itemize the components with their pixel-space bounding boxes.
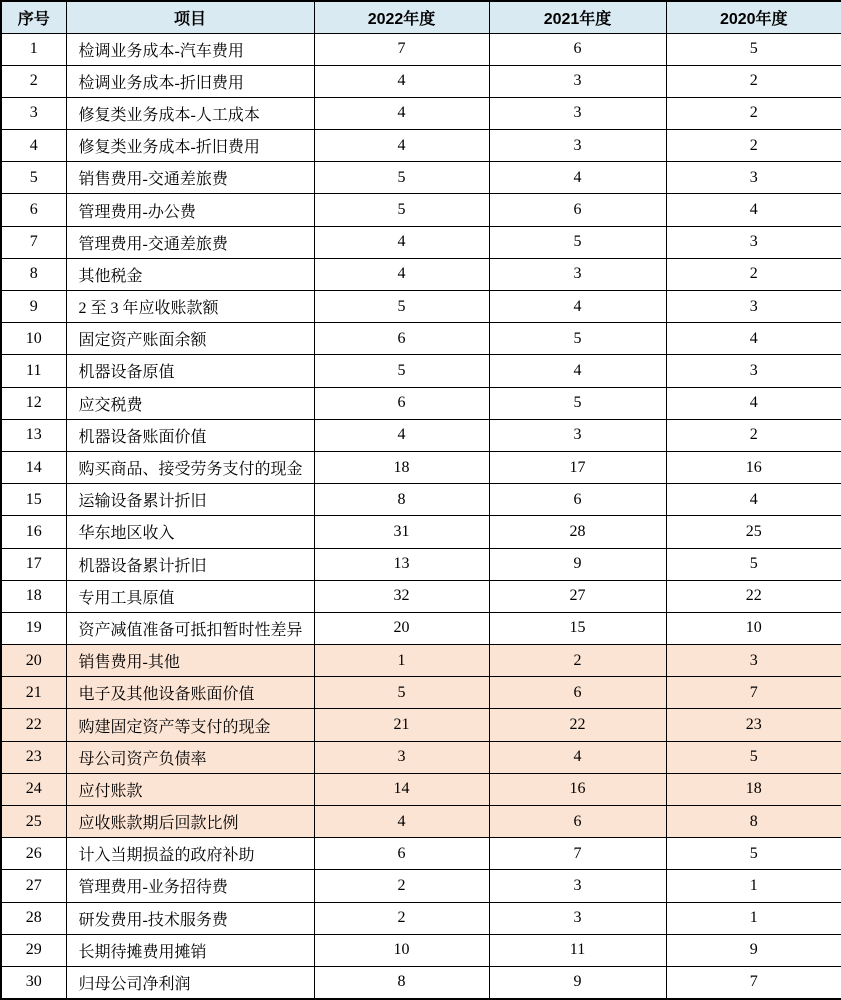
cell-2021: 3 <box>489 902 666 934</box>
cell-2022: 3 <box>314 741 489 773</box>
cell-item: 检调业务成本-汽车费用 <box>66 33 314 65</box>
cell-2022: 5 <box>314 162 489 194</box>
cell-2022: 5 <box>314 194 489 226</box>
table-row <box>1 773 841 805</box>
header-row <box>1 1 841 33</box>
col-header-2022: 2022年度 <box>314 1 489 33</box>
cell-item: 销售费用-交通差旅费 <box>66 162 314 194</box>
cell-item: 电子及其他设备账面价值 <box>66 677 314 709</box>
cell-item: 管理费用-办公费 <box>66 194 314 226</box>
cell-2020: 5 <box>666 33 841 65</box>
cell-2022: 6 <box>314 838 489 870</box>
cell-2022: 4 <box>314 258 489 290</box>
cell-2022: 8 <box>314 966 489 999</box>
cell-2021: 3 <box>489 65 666 97</box>
cell-item: 运输设备累计折旧 <box>66 484 314 516</box>
cell-item: 华东地区收入 <box>66 516 314 548</box>
cell-2020: 3 <box>666 291 841 323</box>
cell-2020: 18 <box>666 773 841 805</box>
cell-2022: 2 <box>314 870 489 902</box>
cell-index: 20 <box>1 645 66 677</box>
cell-item: 购建固定资产等支付的现金 <box>66 709 314 741</box>
cell-2022: 5 <box>314 291 489 323</box>
cell-2022: 10 <box>314 934 489 966</box>
cell-index: 4 <box>1 130 66 162</box>
table-row <box>1 387 841 419</box>
cell-2022: 4 <box>314 806 489 838</box>
cell-index: 11 <box>1 355 66 387</box>
cell-2020: 5 <box>666 548 841 580</box>
cell-item: 机器设备原值 <box>66 355 314 387</box>
cell-2021: 17 <box>489 451 666 483</box>
table-row <box>1 741 841 773</box>
table-body <box>1 33 841 999</box>
cell-index: 8 <box>1 258 66 290</box>
cell-2020: 4 <box>666 484 841 516</box>
cell-2021: 6 <box>489 194 666 226</box>
cell-2020: 2 <box>666 258 841 290</box>
table-row <box>1 194 841 226</box>
cell-2020: 2 <box>666 130 841 162</box>
table-header <box>1 1 841 33</box>
table-row <box>1 258 841 290</box>
table-row <box>1 966 841 999</box>
cell-2022: 4 <box>314 65 489 97</box>
cell-item: 修复类业务成本-折旧费用 <box>66 130 314 162</box>
cell-index: 30 <box>1 966 66 999</box>
cell-item: 应收账款期后回款比例 <box>66 806 314 838</box>
cell-item: 母公司资产负债率 <box>66 741 314 773</box>
table-row <box>1 677 841 709</box>
cell-2021: 3 <box>489 258 666 290</box>
cell-2021: 11 <box>489 934 666 966</box>
cell-2021: 7 <box>489 838 666 870</box>
cell-2021: 4 <box>489 291 666 323</box>
cell-2021: 4 <box>489 355 666 387</box>
cell-2020: 7 <box>666 677 841 709</box>
cell-item: 机器设备累计折旧 <box>66 548 314 580</box>
cell-2022: 4 <box>314 130 489 162</box>
cell-2020: 16 <box>666 451 841 483</box>
cell-2021: 15 <box>489 612 666 644</box>
cell-index: 21 <box>1 677 66 709</box>
cell-2022: 6 <box>314 323 489 355</box>
table-row <box>1 355 841 387</box>
cell-index: 15 <box>1 484 66 516</box>
table-row <box>1 645 841 677</box>
cell-2022: 4 <box>314 419 489 451</box>
cell-2021: 6 <box>489 33 666 65</box>
col-header-2021: 2021年度 <box>489 1 666 33</box>
cell-2020: 9 <box>666 934 841 966</box>
table-row <box>1 806 841 838</box>
cell-2021: 3 <box>489 870 666 902</box>
cell-index: 6 <box>1 194 66 226</box>
cell-item: 专用工具原值 <box>66 580 314 612</box>
table-row <box>1 226 841 258</box>
cell-2022: 13 <box>314 548 489 580</box>
cell-item: 固定资产账面余额 <box>66 323 314 355</box>
cell-2022: 32 <box>314 580 489 612</box>
table-row <box>1 612 841 644</box>
cell-2021: 5 <box>489 387 666 419</box>
cell-index: 9 <box>1 291 66 323</box>
cell-index: 16 <box>1 516 66 548</box>
cell-item: 购买商品、接受劳务支付的现金 <box>66 451 314 483</box>
cell-index: 10 <box>1 323 66 355</box>
table-row <box>1 870 841 902</box>
cell-2021: 4 <box>489 741 666 773</box>
cell-2022: 4 <box>314 226 489 258</box>
cell-item: 计入当期损益的政府补助 <box>66 838 314 870</box>
cell-index: 29 <box>1 934 66 966</box>
cell-2020: 1 <box>666 870 841 902</box>
cell-2022: 20 <box>314 612 489 644</box>
cell-2021: 9 <box>489 966 666 999</box>
cell-2022: 5 <box>314 355 489 387</box>
cell-2020: 10 <box>666 612 841 644</box>
cell-2020: 1 <box>666 902 841 934</box>
cell-item: 资产减值准备可抵扣暂时性差异 <box>66 612 314 644</box>
cell-2020: 2 <box>666 65 841 97</box>
cell-item: 检调业务成本-折旧费用 <box>66 65 314 97</box>
cell-2022: 7 <box>314 33 489 65</box>
cell-2021: 5 <box>489 226 666 258</box>
cell-2021: 4 <box>489 162 666 194</box>
cell-2021: 28 <box>489 516 666 548</box>
cell-item: 管理费用-业务招待费 <box>66 870 314 902</box>
cell-2021: 27 <box>489 580 666 612</box>
table-row <box>1 33 841 65</box>
cell-item: 应付账款 <box>66 773 314 805</box>
table-row <box>1 97 841 129</box>
cell-2020: 5 <box>666 838 841 870</box>
cell-index: 24 <box>1 773 66 805</box>
cell-index: 19 <box>1 612 66 644</box>
cell-2021: 9 <box>489 548 666 580</box>
cell-index: 7 <box>1 226 66 258</box>
cell-index: 14 <box>1 451 66 483</box>
cell-2020: 25 <box>666 516 841 548</box>
table-row <box>1 580 841 612</box>
cell-2021: 5 <box>489 323 666 355</box>
cell-2020: 5 <box>666 741 841 773</box>
table-row <box>1 451 841 483</box>
cell-2020: 7 <box>666 966 841 999</box>
cell-index: 26 <box>1 838 66 870</box>
col-header-item: 项目 <box>66 1 314 33</box>
table-row <box>1 902 841 934</box>
cell-2022: 4 <box>314 97 489 129</box>
table-row <box>1 419 841 451</box>
cell-2022: 8 <box>314 484 489 516</box>
cell-2020: 2 <box>666 419 841 451</box>
cell-2021: 6 <box>489 484 666 516</box>
cell-2020: 3 <box>666 645 841 677</box>
cell-2020: 3 <box>666 355 841 387</box>
cell-item: 其他税金 <box>66 258 314 290</box>
cell-item: 销售费用-其他 <box>66 645 314 677</box>
table-row <box>1 484 841 516</box>
table-row <box>1 548 841 580</box>
cell-item: 管理费用-交通差旅费 <box>66 226 314 258</box>
cell-item: 2 至 3 年应收账款额 <box>66 291 314 323</box>
cell-index: 27 <box>1 870 66 902</box>
table-row <box>1 709 841 741</box>
cell-item: 修复类业务成本-人工成本 <box>66 97 314 129</box>
cell-2022: 14 <box>314 773 489 805</box>
cell-2022: 21 <box>314 709 489 741</box>
cell-2021: 2 <box>489 645 666 677</box>
table-row <box>1 516 841 548</box>
cell-2021: 3 <box>489 419 666 451</box>
col-header-2020: 2020年度 <box>666 1 841 33</box>
cell-2020: 8 <box>666 806 841 838</box>
table-row <box>1 130 841 162</box>
cell-2020: 3 <box>666 226 841 258</box>
cell-item: 归母公司净利润 <box>66 966 314 999</box>
cell-2020: 2 <box>666 97 841 129</box>
col-header-index: 序号 <box>1 1 66 33</box>
table-row <box>1 934 841 966</box>
cell-2021: 3 <box>489 97 666 129</box>
cell-2022: 6 <box>314 387 489 419</box>
cell-2020: 22 <box>666 580 841 612</box>
cell-2020: 3 <box>666 162 841 194</box>
cell-2022: 18 <box>314 451 489 483</box>
cell-2020: 4 <box>666 194 841 226</box>
cell-index: 28 <box>1 902 66 934</box>
cell-2020: 23 <box>666 709 841 741</box>
cell-index: 23 <box>1 741 66 773</box>
cell-item: 机器设备账面价值 <box>66 419 314 451</box>
table-row <box>1 65 841 97</box>
cell-item: 长期待摊费用摊销 <box>66 934 314 966</box>
table-row <box>1 162 841 194</box>
cell-index: 2 <box>1 65 66 97</box>
cell-index: 25 <box>1 806 66 838</box>
cell-index: 1 <box>1 33 66 65</box>
cell-2022: 1 <box>314 645 489 677</box>
cell-index: 3 <box>1 97 66 129</box>
cell-index: 18 <box>1 580 66 612</box>
cell-2021: 6 <box>489 806 666 838</box>
cell-2021: 3 <box>489 130 666 162</box>
cell-2022: 5 <box>314 677 489 709</box>
cell-2020: 4 <box>666 387 841 419</box>
cell-item: 研发费用-技术服务费 <box>66 902 314 934</box>
table-row <box>1 838 841 870</box>
cell-2021: 16 <box>489 773 666 805</box>
cell-index: 13 <box>1 419 66 451</box>
cell-index: 12 <box>1 387 66 419</box>
cell-2021: 22 <box>489 709 666 741</box>
cell-2022: 31 <box>314 516 489 548</box>
cell-index: 22 <box>1 709 66 741</box>
cell-2020: 4 <box>666 323 841 355</box>
table-row <box>1 323 841 355</box>
cell-index: 17 <box>1 548 66 580</box>
cell-index: 5 <box>1 162 66 194</box>
table-row <box>1 291 841 323</box>
cell-2021: 6 <box>489 677 666 709</box>
cell-2022: 2 <box>314 902 489 934</box>
cell-item: 应交税费 <box>66 387 314 419</box>
